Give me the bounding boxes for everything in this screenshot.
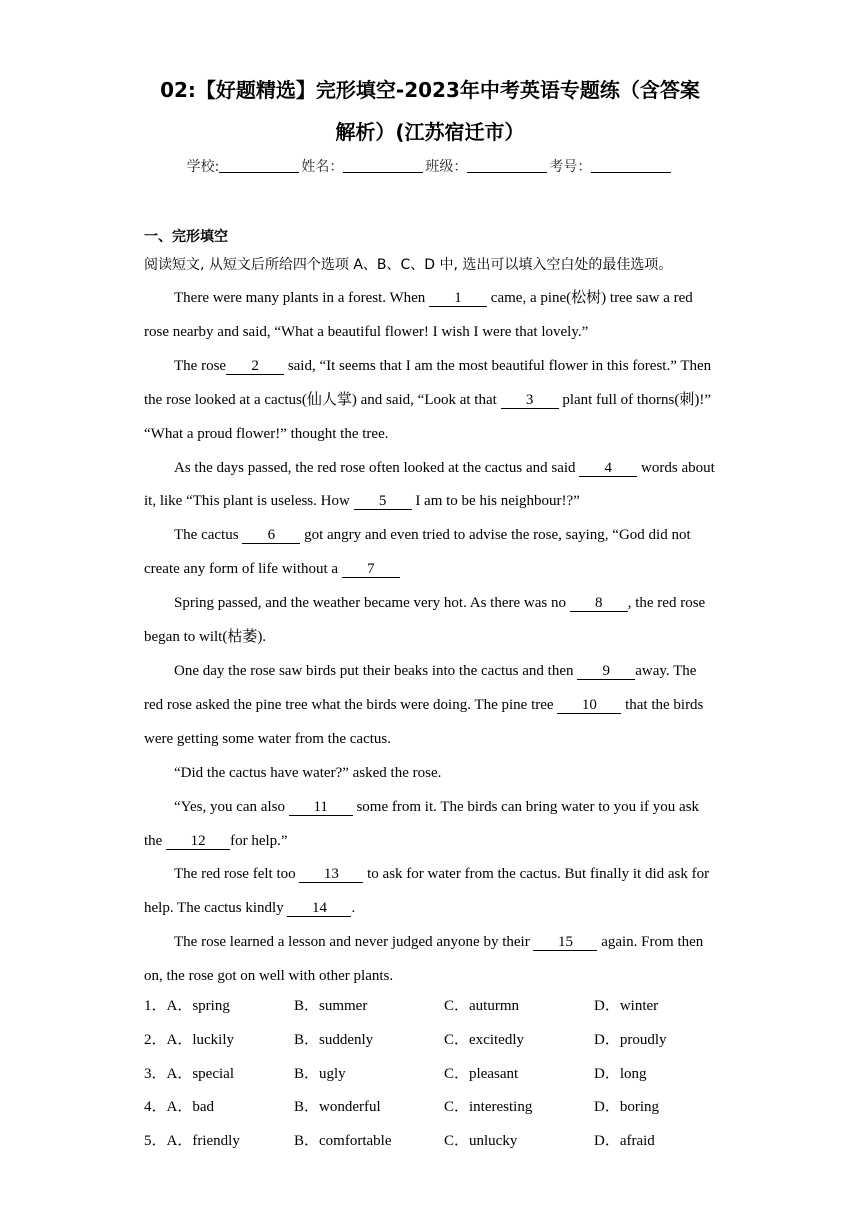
passage-paragraph-10: The rose learned a lesson and never judged anyone by their 15 again. From then on, the rose got on well with other plants. [144, 934, 704, 985]
option-a: 2．A．luckily [144, 1031, 235, 1048]
name-label: 姓名： [301, 159, 344, 175]
blank-7: 7 [342, 561, 400, 578]
blank-3: 3 [501, 392, 559, 409]
blank-12: 12 [166, 833, 230, 850]
passage-paragraph-9: The red rose felt too 13 to ask for water from the cactus. But finally it did ask for help. The cactus kindly 14 . [144, 866, 710, 917]
section-instruction: 阅读短文, 从短文后所给四个选项 A、B、C、D 中, 选出可以填入空白处的最佳选项。 [144, 257, 673, 273]
option-d[interactable]: D．winter [594, 998, 659, 1014]
option-c[interactable]: C．auturmn [444, 998, 519, 1014]
option-c[interactable]: C．interesting [444, 1099, 533, 1116]
blank-5: 5 [354, 493, 412, 510]
option-d[interactable]: D．afraid [594, 1133, 655, 1150]
passage-paragraph-6: One day the rose saw birds put their beaks into the cactus and then 9 away. The red rose asked the pine tree what the birds were doing. The pine tree 10 that the birds were getting some water from the cactus. [144, 662, 704, 747]
school-label: 学校: [186, 159, 220, 175]
option-d[interactable]: D．boring [594, 1099, 659, 1116]
section-title: 一、完形填空 [144, 229, 228, 245]
blank-2: 2 [226, 358, 284, 375]
option-a: 3．A．special [144, 1065, 234, 1082]
passage-paragraph-3: As the days passed, the red rose often looked at the cactus and said 4 words about it, like “This plant is useless. How 5 I am to be his neighbour!?” [144, 459, 715, 510]
document-title-line-2: 解析）(江苏宿迁市） [335, 120, 525, 144]
option-c[interactable]: C．unlucky [444, 1133, 518, 1150]
class-label: 班级： [425, 159, 468, 175]
option-b[interactable]: B．summer [294, 998, 368, 1014]
option-b[interactable]: B．ugly [294, 1065, 346, 1082]
cloze-passage [144, 282, 716, 994]
option-c[interactable]: C．excitedly [444, 1031, 524, 1048]
blank-11: 11 [289, 799, 353, 816]
passage-paragraph-2: The rose 2 said, “It seems that I am the most beautiful flower in this forest.” Then the rose looked at a cactus(仙人掌) and said, “Look at that 3 plant full of thorns(刺)!” “What a proud flower!” thought the tree. [144, 357, 712, 442]
blank-8: 8 [570, 595, 628, 612]
passage-paragraph-7: “Did the cactus have water?” asked the rose. [174, 764, 442, 781]
passage-paragraph-4: The cactus 6 got angry and even tried to advise the rose, saying, “God did not create any form of life without a 7 [144, 527, 691, 578]
blank-14: 14 [287, 900, 351, 917]
passage-paragraph-5: Spring passed, and the weather became very hot. As there was no 8 , the red rose began to wilt(枯萎). [144, 595, 706, 646]
option-b[interactable]: B．comfortable [294, 1133, 392, 1150]
exam-id-label: 考号： [549, 159, 592, 175]
blank-9: 9 [577, 663, 635, 680]
question-row-5 [144, 1127, 744, 1161]
student-info-line [0, 156, 860, 176]
class-blank[interactable] [467, 158, 547, 173]
question-row-4 [144, 1093, 744, 1127]
blank-1: 1 [429, 290, 487, 307]
option-b[interactable]: B．wonderful [294, 1099, 381, 1116]
passage-paragraph-1: There were many plants in a forest. When 1 came, a pine(松树) tree saw a red rose nearby and said, “What a beautiful flower! I wish I were that lovely.” [144, 290, 693, 340]
answer-options [144, 992, 744, 1161]
option-b[interactable]: B．suddenly [294, 1031, 374, 1048]
option-a: 4．A．bad [144, 1099, 215, 1116]
option-c[interactable]: C．pleasant [444, 1065, 519, 1082]
option-a: 1．A．spring [144, 998, 230, 1014]
blank-6: 6 [242, 527, 300, 544]
option-d[interactable]: D．long [594, 1065, 647, 1082]
question-row-3 [144, 1060, 744, 1094]
document-title-line-1: 02:【好题精选】完形填空-2023年中考英语专题练（含答案 [160, 78, 700, 102]
option-a: 5．A．friendly [144, 1133, 240, 1150]
school-blank[interactable] [219, 158, 299, 173]
blank-15: 15 [533, 934, 597, 951]
passage-paragraph-8: “Yes, you can also 11 some from it. The birds can bring water to you if you ask the 12 for help.” [144, 798, 700, 849]
option-d[interactable]: D．proudly [594, 1031, 667, 1048]
name-blank[interactable] [343, 158, 423, 173]
blank-13: 13 [299, 866, 363, 883]
blank-4: 4 [579, 460, 637, 477]
question-row-2 [144, 1026, 744, 1060]
blank-10: 10 [557, 697, 621, 714]
question-row-1 [144, 992, 744, 1026]
exam-id-blank[interactable] [591, 158, 671, 173]
